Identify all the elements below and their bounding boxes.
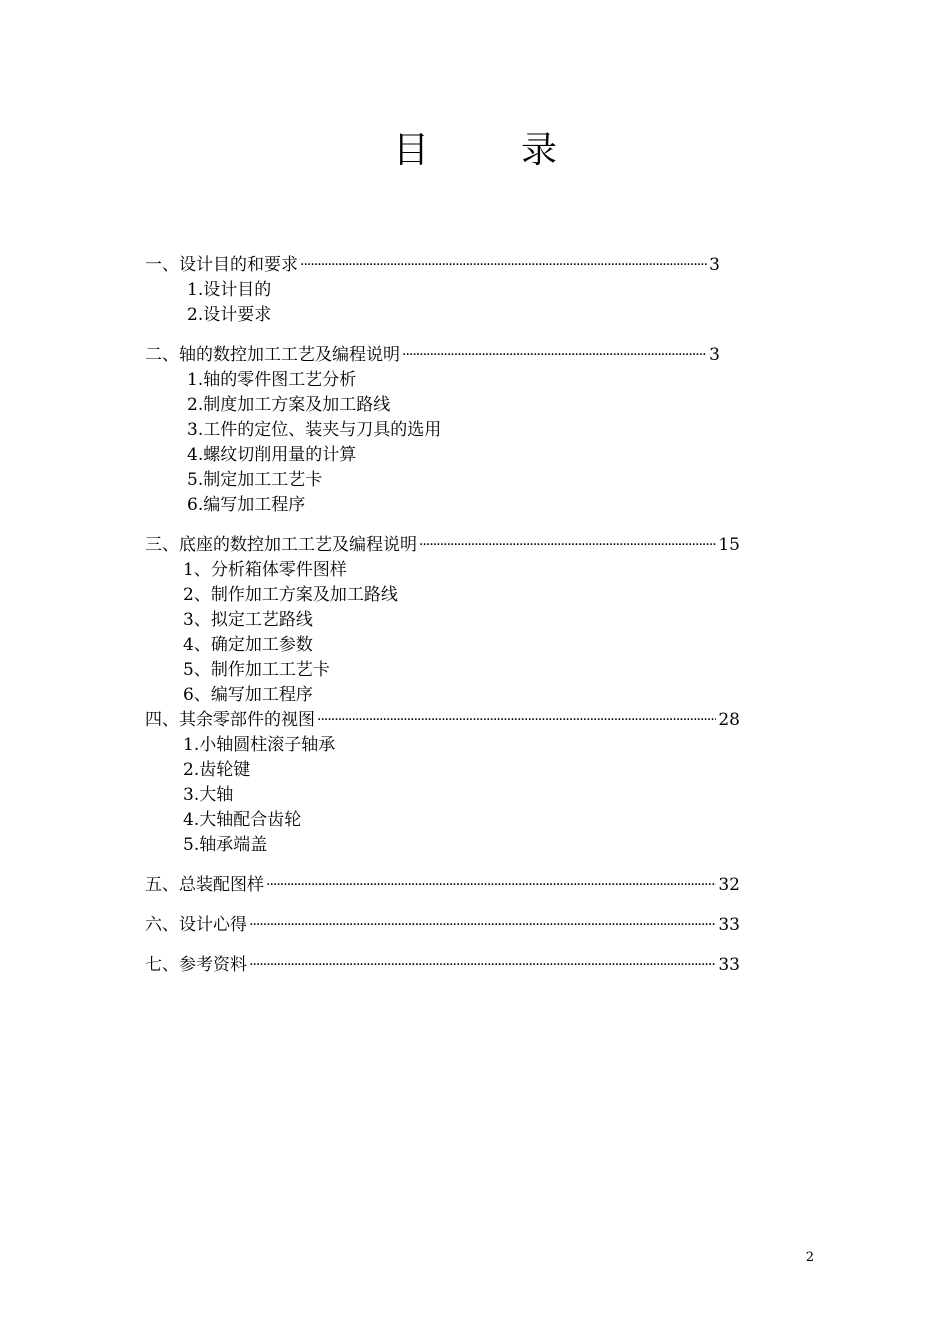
dot-leader bbox=[249, 953, 716, 978]
toc-entry-section-3[interactable] bbox=[145, 533, 740, 558]
dot-leader bbox=[300, 253, 707, 278]
dot-leader bbox=[402, 343, 707, 368]
toc-subitem[interactable]: 3.工件的定位、装夹与刀具的选用 bbox=[187, 420, 442, 440]
page-title: 目 录 bbox=[392, 130, 585, 171]
page-number: 2 bbox=[805, 1250, 814, 1265]
toc-entry-section-7[interactable] bbox=[145, 953, 740, 978]
toc-subitem[interactable]: 4.大轴配合齿轮 bbox=[183, 810, 302, 830]
toc-subitem[interactable]: 1、分析箱体零件图样 bbox=[183, 560, 347, 580]
toc-subitem[interactable]: 6.编写加工程序 bbox=[187, 495, 306, 515]
toc-subitem[interactable]: 1.小轴圆柱滚子轴承 bbox=[183, 735, 336, 755]
toc-page-number: 15 bbox=[718, 535, 740, 555]
toc-subitem[interactable]: 4.螺纹切削用量的计算 bbox=[187, 445, 357, 465]
toc-page-number: 3 bbox=[709, 255, 720, 275]
toc-subitem[interactable]: 2.制度加工方案及加工路线 bbox=[187, 395, 391, 415]
toc-page-number: 32 bbox=[718, 875, 740, 895]
toc-page-number: 3 bbox=[709, 345, 720, 365]
table-of-contents bbox=[145, 253, 740, 978]
toc-heading: 二、轴的数控加工工艺及编程说明 bbox=[145, 345, 400, 365]
dot-leader bbox=[266, 873, 716, 898]
toc-subitem[interactable]: 3、拟定工艺路线 bbox=[183, 610, 313, 630]
toc-subitem[interactable]: 5.轴承端盖 bbox=[183, 835, 268, 855]
toc-entry-section-5[interactable] bbox=[145, 873, 740, 898]
toc-heading: 三、底座的数控加工工艺及编程说明 bbox=[145, 535, 417, 555]
toc-subitem[interactable]: 5、制作加工工艺卡 bbox=[183, 660, 330, 680]
toc-page-number: 33 bbox=[718, 915, 740, 935]
toc-entry-section-2[interactable] bbox=[145, 343, 720, 368]
toc-page-number: 28 bbox=[718, 710, 740, 730]
toc-page-number: 33 bbox=[718, 955, 740, 975]
toc-subitem[interactable]: 1.轴的零件图工艺分析 bbox=[187, 370, 357, 390]
toc-entry-section-4[interactable] bbox=[145, 708, 740, 733]
toc-entry-section-1[interactable] bbox=[145, 253, 720, 278]
toc-subitem[interactable]: 2、制作加工方案及加工路线 bbox=[183, 585, 398, 605]
toc-heading: 七、参考资料 bbox=[145, 955, 247, 975]
toc-heading: 一、设计目的和要求 bbox=[145, 255, 298, 275]
toc-subitem[interactable]: 5.制定加工工艺卡 bbox=[187, 470, 323, 490]
toc-heading: 四、其余零部件的视图 bbox=[145, 710, 315, 730]
toc-entry-section-6[interactable] bbox=[145, 913, 740, 938]
toc-subitem[interactable]: 4、确定加工参数 bbox=[183, 635, 313, 655]
dot-leader bbox=[317, 708, 716, 733]
toc-heading: 五、总装配图样 bbox=[145, 875, 264, 895]
toc-subitem[interactable]: 3.大轴 bbox=[183, 785, 234, 805]
toc-subitem[interactable]: 6、编写加工程序 bbox=[183, 685, 313, 705]
toc-subitem[interactable]: 1.设计目的 bbox=[187, 280, 272, 300]
toc-heading: 六、设计心得 bbox=[145, 915, 247, 935]
toc-subitem[interactable]: 2.设计要求 bbox=[187, 305, 272, 325]
dot-leader bbox=[419, 533, 716, 558]
toc-subitem[interactable]: 2.齿轮键 bbox=[183, 760, 251, 780]
dot-leader bbox=[249, 913, 716, 938]
